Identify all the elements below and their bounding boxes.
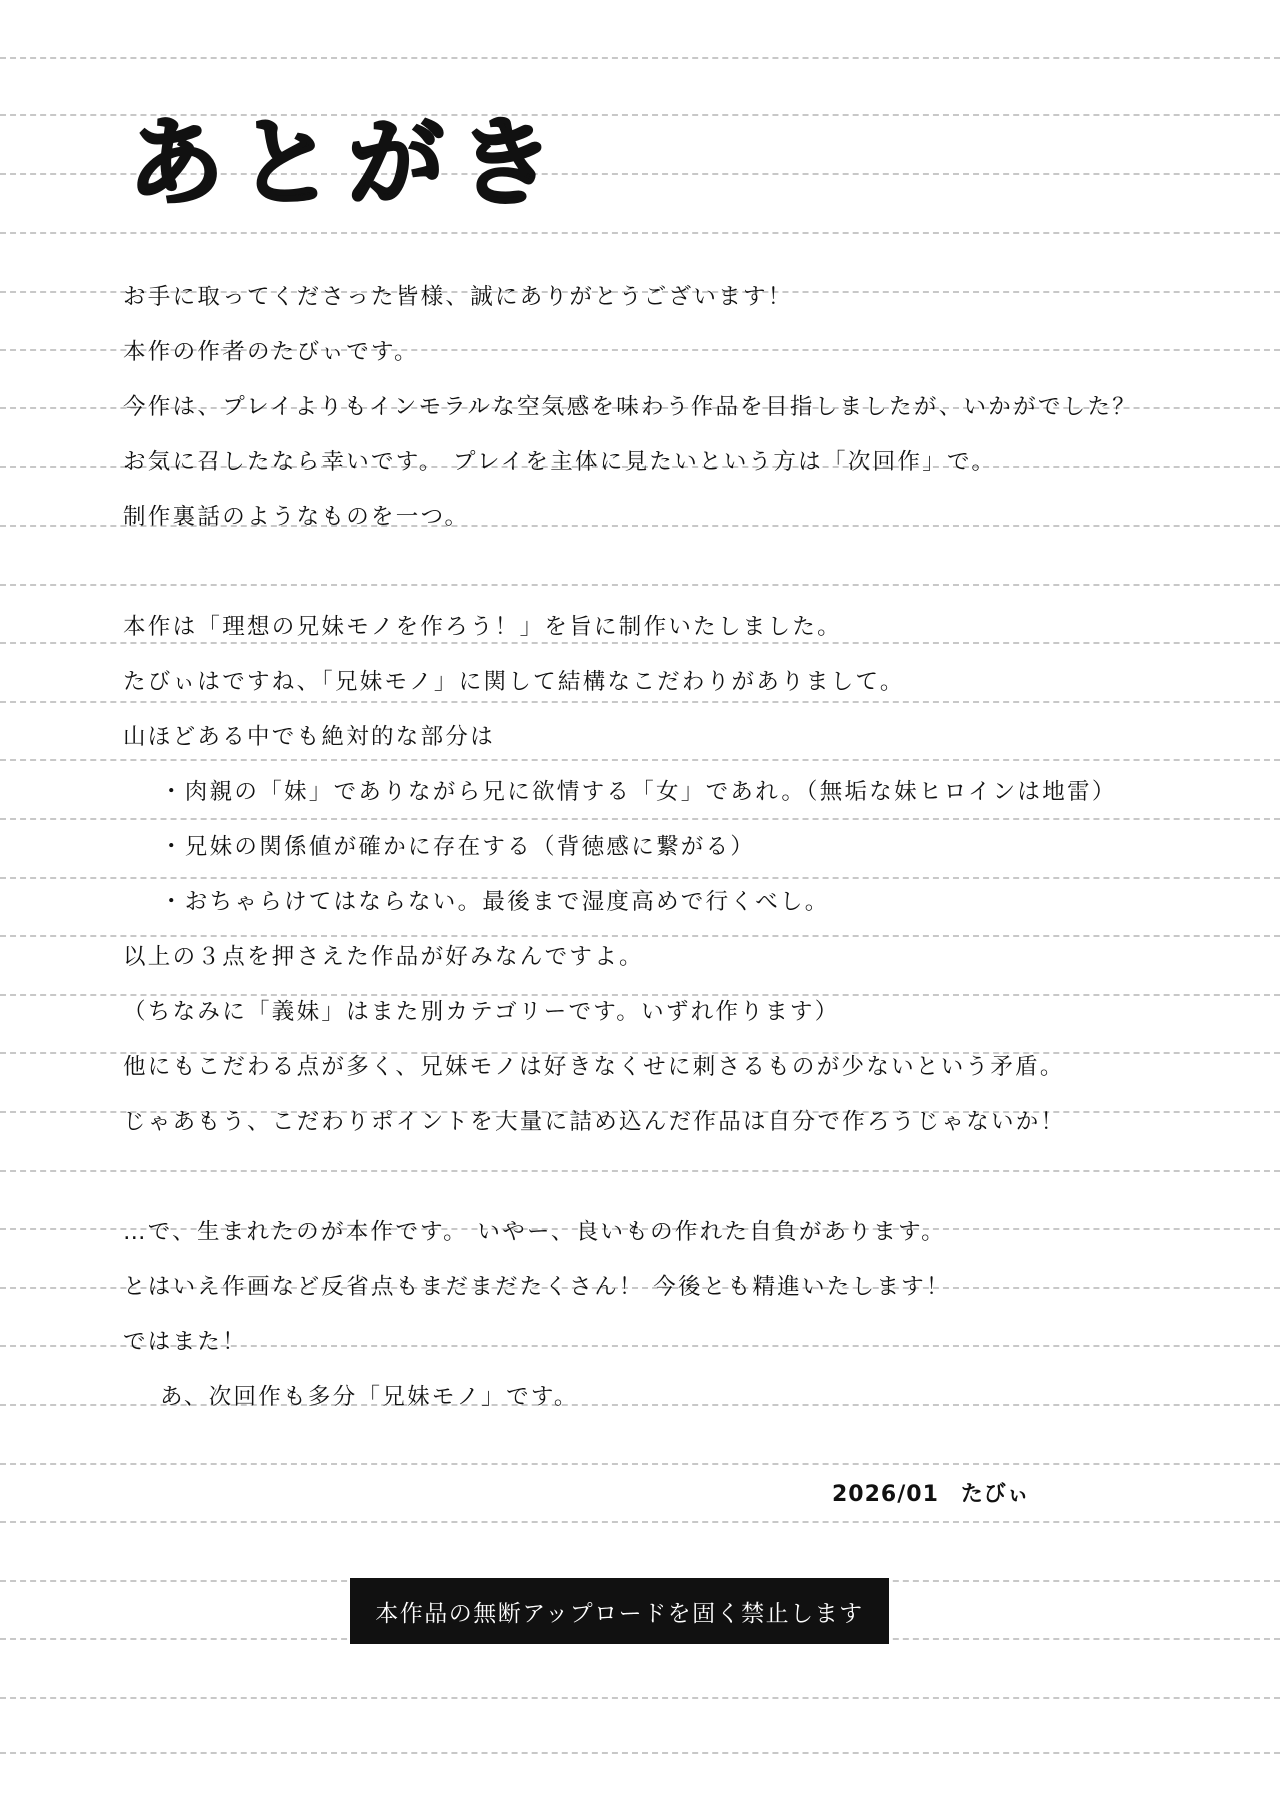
ruled-line bbox=[0, 232, 1280, 234]
text-line: とはいえ作画など反省点もまだまだたくさん！ 今後とも精進いたします！ bbox=[123, 1274, 951, 1300]
page-title: あとがき bbox=[128, 107, 568, 219]
ruled-line bbox=[0, 1752, 1280, 1754]
signature-date: 2026/01 bbox=[832, 1482, 939, 1507]
ruled-line bbox=[0, 1697, 1280, 1699]
text-line: たびぃはですね、「兄妹モノ」に関して結構なこだわりがありまして。 bbox=[123, 669, 905, 695]
bullet-point: ・肉親の「妹」でありながら兄に欲情する「女」であれ。（無垢な妹ヒロインは地雷） bbox=[160, 779, 1117, 805]
bullet-point: ・兄妹の関係値が確かに存在する（背徳感に繋がる） bbox=[160, 834, 756, 860]
no-upload-notice: 本作品の無断アップロードを固く禁止します bbox=[350, 1578, 889, 1644]
ruled-line bbox=[0, 57, 1280, 59]
ruled-line bbox=[0, 1170, 1280, 1172]
signature bbox=[832, 1480, 1030, 1510]
ruled-line bbox=[0, 701, 1280, 703]
ruled-line bbox=[0, 1463, 1280, 1465]
text-line: （ちなみに「義妹」はまた別カテゴリーです。いずれ作ります） bbox=[123, 999, 840, 1025]
text-line: お気に召したなら幸いです。 プレイを主体に見たいという方は「次回作」で。 bbox=[123, 449, 997, 475]
ruled-line bbox=[0, 1521, 1280, 1523]
bullet-point: ・おちゃらけてはならない。最後まで湿度高めで行くべし。 bbox=[160, 889, 830, 915]
text-line: 本作の作者のたびぃです。 bbox=[123, 339, 419, 365]
ruled-line bbox=[0, 759, 1280, 761]
signature-author: たびぃ bbox=[960, 1482, 1030, 1507]
text-line: …で、生まれたのが本作です。 いやー、良いもの作れた自負があります。 bbox=[123, 1219, 946, 1245]
text-line: 制作裏話のようなものを一つ。 bbox=[123, 504, 470, 530]
text-line: ではまた！ bbox=[123, 1329, 248, 1355]
text-line: 今作は、プレイよりもインモラルな空気感を味わう作品を目指しましたが、いかがでした？ bbox=[123, 394, 1138, 420]
ruled-line bbox=[0, 935, 1280, 937]
ruled-line bbox=[0, 818, 1280, 820]
text-line: 本作は「理想の兄妹モノを作ろう！」を旨に制作いたしました。 bbox=[123, 614, 842, 640]
ruled-line bbox=[0, 994, 1280, 996]
text-line: 山ほどある中でも絶対的な部分は bbox=[123, 724, 496, 750]
text-line: お手に取ってくださった皆様、誠にありがとうございます！ bbox=[123, 284, 793, 310]
text-line: 以上の３点を押さえた作品が好みなんですよ。 bbox=[123, 944, 644, 970]
postscript-line: あ、次回作も多分「兄妹モノ」です。 bbox=[160, 1384, 579, 1410]
text-line: じゃあもう、こだわりポイントを大量に詰め込んだ作品は自分で作ろうじゃないか！ bbox=[123, 1109, 1066, 1135]
ruled-line bbox=[0, 642, 1280, 644]
text-line: 他にもこだわる点が多く、兄妹モノは好きなくせに刺さるものが少ないという矛盾。 bbox=[123, 1054, 1065, 1080]
ruled-line bbox=[0, 877, 1280, 879]
ruled-line bbox=[0, 584, 1280, 586]
